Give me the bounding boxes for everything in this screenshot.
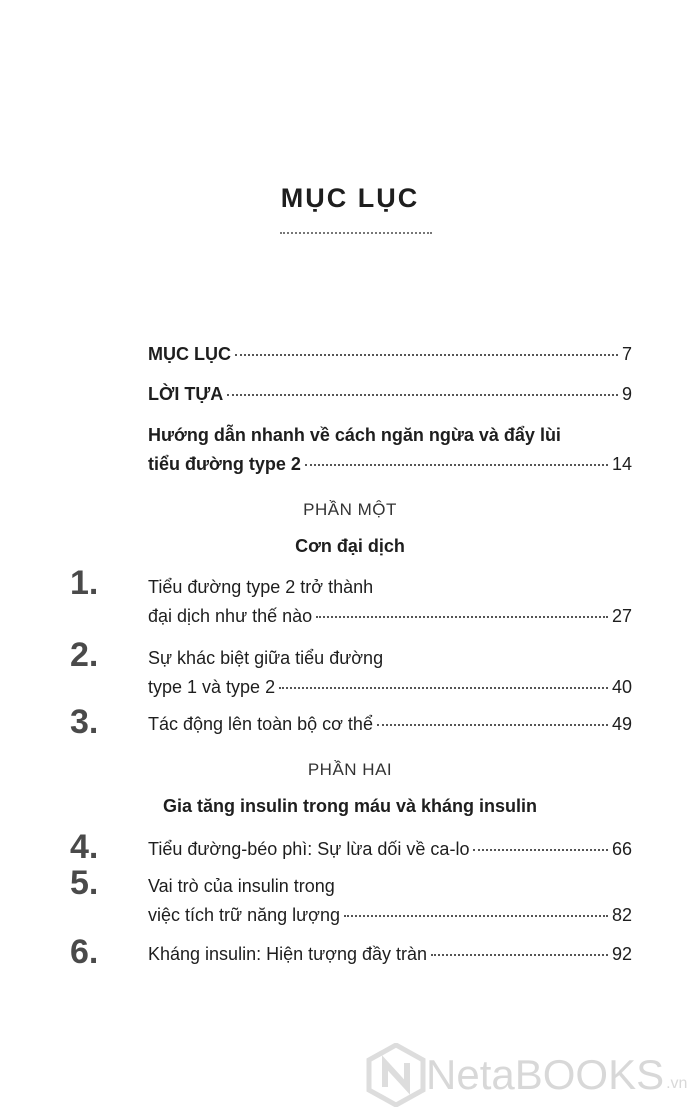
page-number: 9 bbox=[621, 384, 632, 404]
toc-entry-chapter-5[interactable] bbox=[148, 905, 632, 926]
toc-entry-chapter-2[interactable] bbox=[148, 677, 632, 698]
chapter-title-line1: Tiểu đường type 2 trở thành bbox=[148, 577, 374, 597]
dot-leader bbox=[473, 849, 608, 851]
dot-leader bbox=[227, 394, 618, 396]
toc-entry-chapter-4[interactable] bbox=[148, 839, 632, 860]
dot-leader bbox=[344, 915, 608, 917]
toc-entry-label: đại dịch như thế nào bbox=[148, 606, 313, 626]
page-title: MỤC LỤC bbox=[280, 183, 420, 213]
page-number: 40 bbox=[611, 677, 632, 697]
watermark-text: NetaBOOKS bbox=[426, 1051, 665, 1098]
part-label: PHẦN MỘT bbox=[303, 500, 397, 519]
chapter-number: 3. bbox=[70, 703, 99, 741]
toc-entry-chapter-6[interactable] bbox=[148, 944, 632, 965]
chapter-number: 4. bbox=[70, 828, 99, 866]
chapter-number: 5. bbox=[70, 864, 99, 902]
toc-entry-label: Tác động lên toàn bộ cơ thể bbox=[148, 714, 373, 734]
dot-leader bbox=[431, 954, 608, 956]
toc-entry-label: tiểu đường type 2 bbox=[148, 454, 301, 474]
chapter-title-line1: Sự khác biệt giữa tiểu đường bbox=[148, 648, 384, 668]
dot-leader bbox=[305, 464, 608, 466]
toc-entry-label: type 1 và type 2 bbox=[148, 677, 276, 697]
dot-leader bbox=[279, 687, 608, 689]
toc-entry-loi-tua[interactable] bbox=[148, 384, 632, 405]
title-divider bbox=[280, 232, 432, 234]
dot-leader bbox=[235, 354, 618, 356]
toc-entry-huong-dan[interactable] bbox=[148, 454, 632, 475]
page-number: 27 bbox=[611, 606, 632, 626]
toc-entry-label: Tiểu đường-béo phì: Sự lừa dối về ca-lo bbox=[148, 839, 470, 859]
page-number: 66 bbox=[611, 839, 632, 859]
page-number: 14 bbox=[611, 454, 632, 474]
chapter-title-line1: Vai trò của insulin trong bbox=[148, 876, 335, 896]
chapter-number: 2. bbox=[70, 636, 99, 674]
page-number: 92 bbox=[611, 944, 632, 964]
chapter-number: 6. bbox=[70, 933, 99, 971]
toc-entry-chapter-1[interactable] bbox=[148, 606, 632, 627]
dot-leader bbox=[316, 616, 608, 618]
toc-entry-label: Kháng insulin: Hiện tượng đầy tràn bbox=[148, 944, 428, 964]
netabooks-logo-icon bbox=[366, 1043, 426, 1107]
page-number: 82 bbox=[611, 905, 632, 925]
part-label: PHẦN HAI bbox=[307, 760, 393, 779]
page-number: 7 bbox=[621, 344, 632, 364]
dot-leader bbox=[377, 724, 608, 726]
watermark bbox=[366, 1040, 696, 1110]
toc-entry-label: LỜI TỰA bbox=[148, 384, 224, 404]
page-number: 49 bbox=[611, 714, 632, 734]
chapter-number: 1. bbox=[70, 564, 99, 602]
toc-entry-line1: Hướng dẫn nhanh về cách ngăn ngừa và đẩy lùi bbox=[148, 425, 561, 445]
toc-entry-muc-luc[interactable] bbox=[148, 344, 632, 365]
part-title: Gia tăng insulin trong máu và kháng insulin bbox=[162, 796, 538, 816]
toc-entry-label: việc tích trữ năng lượng bbox=[148, 905, 340, 925]
part-title: Cơn đại dịch bbox=[295, 536, 405, 556]
toc-entry-chapter-3[interactable] bbox=[148, 714, 632, 735]
watermark-suffix: .vn bbox=[666, 1075, 688, 1092]
toc-entry-label: MỤC LỤC bbox=[148, 344, 231, 364]
